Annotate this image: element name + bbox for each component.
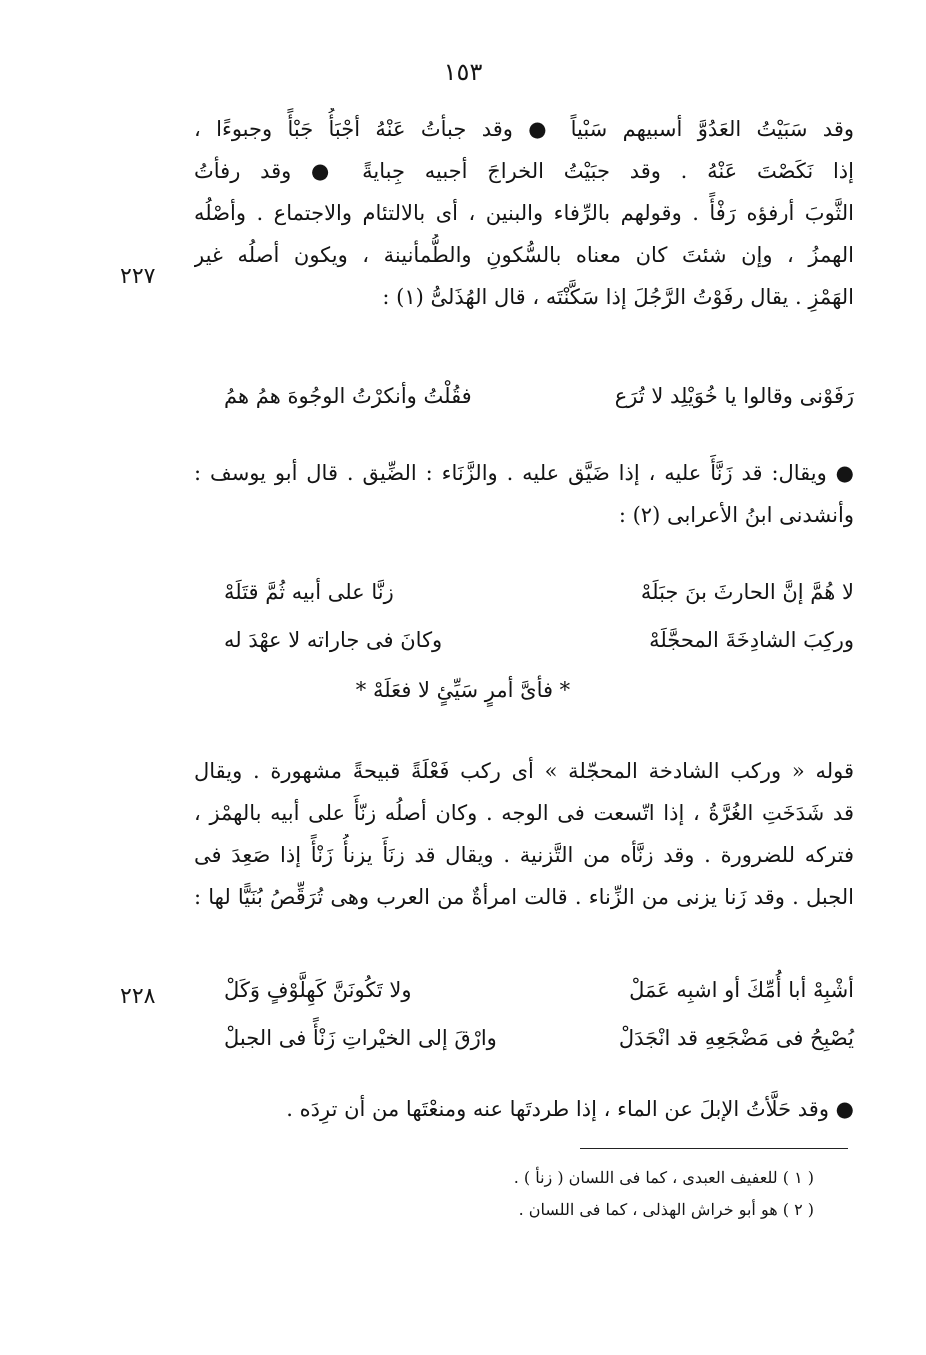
verse-hemistich-right: رَفَوْنى وقالوا يا خُوَيْلِد لا تُرَع: [614, 384, 854, 408]
text-line: إذا نَكَصْتَ عَنْهُ . وقد جبَيْتُ الخراجَ أجبيه جِبايةً ● وقد رفأتُ: [194, 159, 854, 183]
paragraph-3: [194, 750, 854, 918]
verse-hemistich-right: لا هُمَّ إنَّ الحارثَ بنَ جبَلَهْ: [640, 580, 854, 604]
margin-number: ٢٢٨: [120, 984, 156, 1009]
text-line: قوله « وركب الشادخة المحجّلة » أى ركب فَعْلَةً قبيحةً مشهورة . ويقال: [194, 759, 854, 783]
text-line: وأنشدنى ابنُ الأعرابى (٢) :: [618, 503, 854, 527]
verse-hemistich-left: فقُلْتُ وأنكرْتُ الوجُوهَ همُ همُ: [224, 384, 472, 408]
text-line: الثَّوبَ أرفؤه رَفْأً . وقولهم بالرِّفاء والبنين ، أى بالالتئام والاجتماع . وأصْلُه: [194, 201, 854, 225]
verse-line: [224, 1026, 854, 1050]
margin-number: ٢٢٧: [120, 264, 156, 289]
footnote: ( ١ ) للعفيف العبدى ، كما فى اللسان ( زنأ ) .: [513, 1168, 814, 1187]
paragraph-2: [194, 452, 854, 536]
verse-line: [224, 628, 854, 652]
verse-hemistich-right: أشْبِهْ أبا أُمِّكَ أو اشبِه عَمَلْ: [629, 978, 854, 1002]
verse-line: [224, 978, 854, 1002]
verse-line: [224, 580, 854, 604]
page-number: ١٥٣: [443, 58, 483, 86]
verse-hemistich-right: يُصْبِحُ فى مَضْجَعِهِ قد انْجَدَلْ: [618, 1026, 854, 1050]
footnote: ( ٢ ) هو أبو خراش الهذلى ، كما فى اللسان .: [518, 1200, 814, 1219]
verse-line-centered: * فأىَّ أمرٍ سَيِّئٍ لا فعَلَهْ *: [355, 678, 571, 702]
verse-line: [224, 384, 854, 408]
verse-hemistich-left: وارْقَ إلى الخيْراتِ زَنْأً فى الجبلْ: [224, 1026, 497, 1050]
text-line: ● وقد حَلَّأتُ الإبلَ عن الماء ، إذا طردتَها عنه ومنعْتَها من أن ترِدَه .: [286, 1097, 854, 1121]
text-line: الهَمْزِ . يقال رفَوْتُ الرَّجُلَ إذا سَكَّنْتَه ، قال الهُذَلىُّ (١) :: [382, 285, 854, 309]
verse-hemistich-left: زنَّا على أبيه ثُمَّ قتَلَهْ: [224, 580, 394, 604]
verse-hemistich-left: ولا تَكُونَنَّ كَهِلَّوْفٍ وَكَلْ: [224, 978, 412, 1002]
text-line: وقد سَبَيْتُ العَدُوَّ أسبيهم سَبْياً ● وقد جبأتُ عَنْهُ أجْبَأُ جَبْأً وجبوءًا ،: [194, 117, 854, 141]
text-line: قد شَدَخَتِ الغُرَّةُ ، إذا اتّسعت فى الوجه . وكان أصلُه زنّأَ على أبيه بالهمْز ،: [194, 801, 854, 825]
text-line: الجبل . وقد زَنا يزنى من الزِّناء . قالت امرأةٌ من العرب وهى تُرَقِّصُ بُنَيًّا لها :: [194, 885, 854, 909]
verse-hemistich-right: وركِبَ الشادِخَةَ المحجَّلَهْ: [649, 628, 854, 652]
footnote-divider: [580, 1148, 848, 1149]
verse-hemistich-left: وكانَ فى جاراته لا عهْدَ له: [224, 628, 443, 652]
text-line: الهمزُ ، وإن شئتَ كان معناه بالسُّكونِ والطُّمأنينة ، ويكون أصلُه غير: [194, 243, 854, 267]
text-line: ● ويقال: قد زَنَّأَ عليه ، إذا ضَيَّق عليه . والزَّنَاء : الضِّيق . قال أبو يوسف :: [194, 461, 854, 485]
text-line: فتركه للضرورة . وقد زنَّأه من التَّزنية . ويقال قد زنَأَ يزنأُ زَنْأً إذا صَعِدَ فى: [194, 843, 854, 867]
paragraph-1: [194, 108, 854, 318]
paragraph-4: [194, 1088, 854, 1130]
